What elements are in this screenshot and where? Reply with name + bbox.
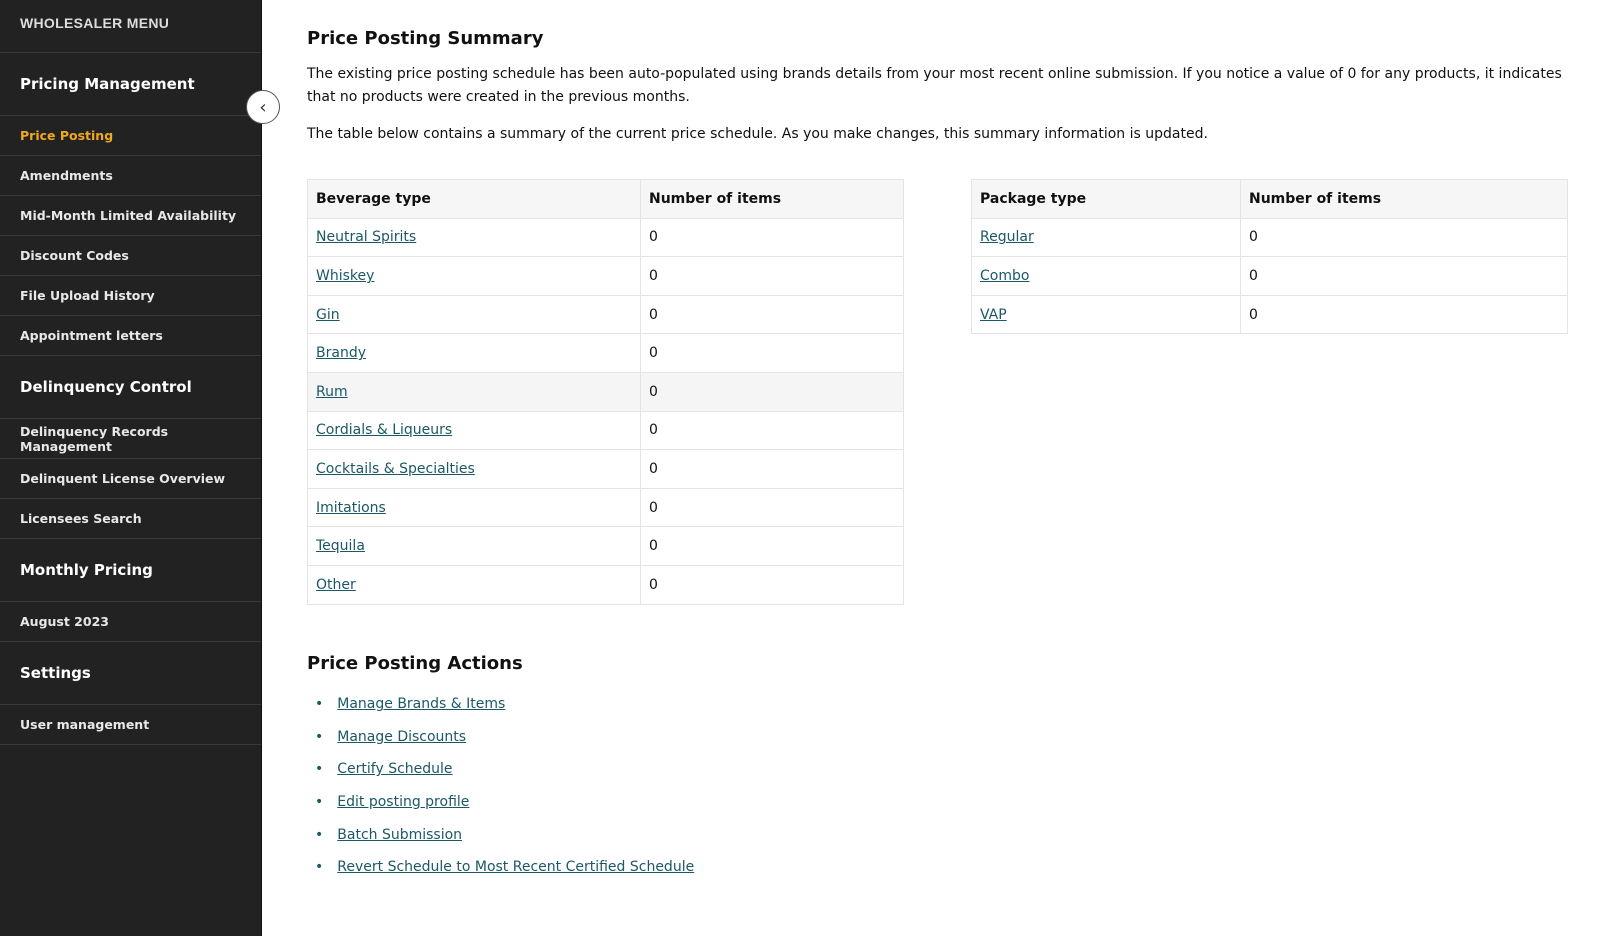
type-link[interactable]: Brandy xyxy=(316,345,366,362)
action-link-certify-schedule[interactable]: • Certify Schedule xyxy=(337,761,453,778)
sidebar xyxy=(0,0,262,936)
action-item xyxy=(307,753,694,786)
type-link[interactable]: Imitations xyxy=(316,499,386,516)
chevron-left-icon: ‹ xyxy=(259,96,267,118)
page-title: Price Posting Summary xyxy=(307,28,544,49)
sidebar-section-pricing-management: Pricing Management xyxy=(0,53,261,116)
table-row xyxy=(308,295,904,334)
table-row xyxy=(308,257,904,296)
item-count: 0 xyxy=(1241,295,1568,334)
type-link[interactable]: Cordials & Liqueurs xyxy=(316,422,453,439)
action-item xyxy=(307,818,694,851)
table-row xyxy=(308,488,904,527)
action-item xyxy=(307,721,694,754)
action-item xyxy=(307,786,694,819)
sidebar-section-delinquency-control: Delinquency Control xyxy=(0,356,261,419)
table-row xyxy=(972,218,1568,257)
sidebar-item-user-management[interactable]: User management xyxy=(0,705,261,745)
type-link[interactable]: Tequila xyxy=(316,538,365,555)
item-count: 0 xyxy=(641,450,904,489)
action-item xyxy=(307,688,694,721)
sidebar-item-delinquency-records-management[interactable]: Delinquency Records Management xyxy=(0,419,261,459)
action-link-manage-brands-items[interactable]: • Manage Brands & Items xyxy=(337,696,506,713)
sidebar-item-delinquent-license-overview[interactable]: Delinquent License Overview xyxy=(0,459,261,499)
sidebar-section-monthly-pricing: Monthly Pricing xyxy=(0,539,261,602)
table-row xyxy=(308,411,904,450)
item-count: 0 xyxy=(641,411,904,450)
sidebar-item-discount-codes[interactable]: Discount Codes xyxy=(0,236,261,276)
sidebar-item-licensees-search[interactable]: Licensees Search xyxy=(0,499,261,539)
main-content xyxy=(307,0,1570,876)
item-count: 0 xyxy=(641,218,904,257)
item-count: 0 xyxy=(641,527,904,566)
table-row xyxy=(308,334,904,373)
column-header: Number of items xyxy=(641,180,904,219)
sidebar-item-appointment-letters[interactable]: Appointment letters xyxy=(0,316,261,356)
column-header: Package type xyxy=(972,180,1241,219)
sidebar-section-settings: Settings xyxy=(0,642,261,705)
actions-title: Price Posting Actions xyxy=(307,653,523,674)
action-link-edit-posting-profile[interactable]: • Edit posting profile xyxy=(337,794,470,811)
table-header-row xyxy=(972,180,1568,219)
item-count: 0 xyxy=(641,372,904,411)
action-link-manage-discounts[interactable]: • Manage Discounts xyxy=(337,728,467,745)
sidebar-item-august-2023[interactable]: August 2023 xyxy=(0,602,261,642)
collapse-sidebar-button[interactable] xyxy=(246,90,280,124)
sidebar-item-file-upload-history[interactable]: File Upload History xyxy=(0,276,261,316)
item-count: 0 xyxy=(641,488,904,527)
table-row xyxy=(308,450,904,489)
table-row xyxy=(308,218,904,257)
table-row xyxy=(308,372,904,411)
action-link-batch-submission[interactable]: • Batch Submission xyxy=(337,826,463,843)
sidebar-title: WHOLESALER MENU xyxy=(0,0,261,53)
type-link[interactable]: Regular xyxy=(980,229,1034,246)
item-count: 0 xyxy=(641,334,904,373)
item-count: 0 xyxy=(1241,218,1568,257)
intro-text: The existing price posting schedule has been auto-populated using brands details from your most recent online submission. If you notice a value of 0 for any products, it indicates that no products were created in the previous months. xyxy=(307,66,1562,105)
note-text: The table below contains a summary of the current price schedule. As you make changes, this summary information is updated. xyxy=(307,126,1208,142)
type-link[interactable]: Other xyxy=(316,576,356,593)
type-link[interactable]: Combo xyxy=(980,267,1030,284)
type-link[interactable]: Neutral Spirits xyxy=(316,229,417,246)
item-count: 0 xyxy=(641,295,904,334)
sidebar-item-amendments[interactable]: Amendments xyxy=(0,156,261,196)
actions-list xyxy=(307,688,694,884)
table-row xyxy=(308,565,904,604)
item-count: 0 xyxy=(641,257,904,296)
action-item xyxy=(307,851,694,884)
type-link[interactable]: VAP xyxy=(980,306,1007,323)
table-header-row xyxy=(308,180,904,219)
type-link[interactable]: Rum xyxy=(316,383,348,400)
column-header: Number of items xyxy=(1241,180,1568,219)
table-row xyxy=(972,295,1568,334)
sidebar-item-price-posting[interactable]: Price Posting xyxy=(0,116,261,156)
type-link[interactable]: Cocktails & Specialties xyxy=(316,460,475,477)
item-count: 0 xyxy=(1241,257,1568,296)
table-row xyxy=(972,257,1568,296)
table-row xyxy=(308,527,904,566)
item-count: 0 xyxy=(641,565,904,604)
type-link[interactable]: Gin xyxy=(316,306,340,323)
package-table xyxy=(971,179,1568,334)
sidebar-item-mid-month-limited-availability[interactable]: Mid-Month Limited Availability xyxy=(0,196,261,236)
action-link-revert-schedule-to-most-recent-certified-schedule[interactable]: • Revert Schedule to Most Recent Certified Schedule xyxy=(337,859,695,876)
type-link[interactable]: Whiskey xyxy=(316,267,375,284)
column-header: Beverage type xyxy=(308,180,641,219)
beverage-table xyxy=(307,179,904,605)
